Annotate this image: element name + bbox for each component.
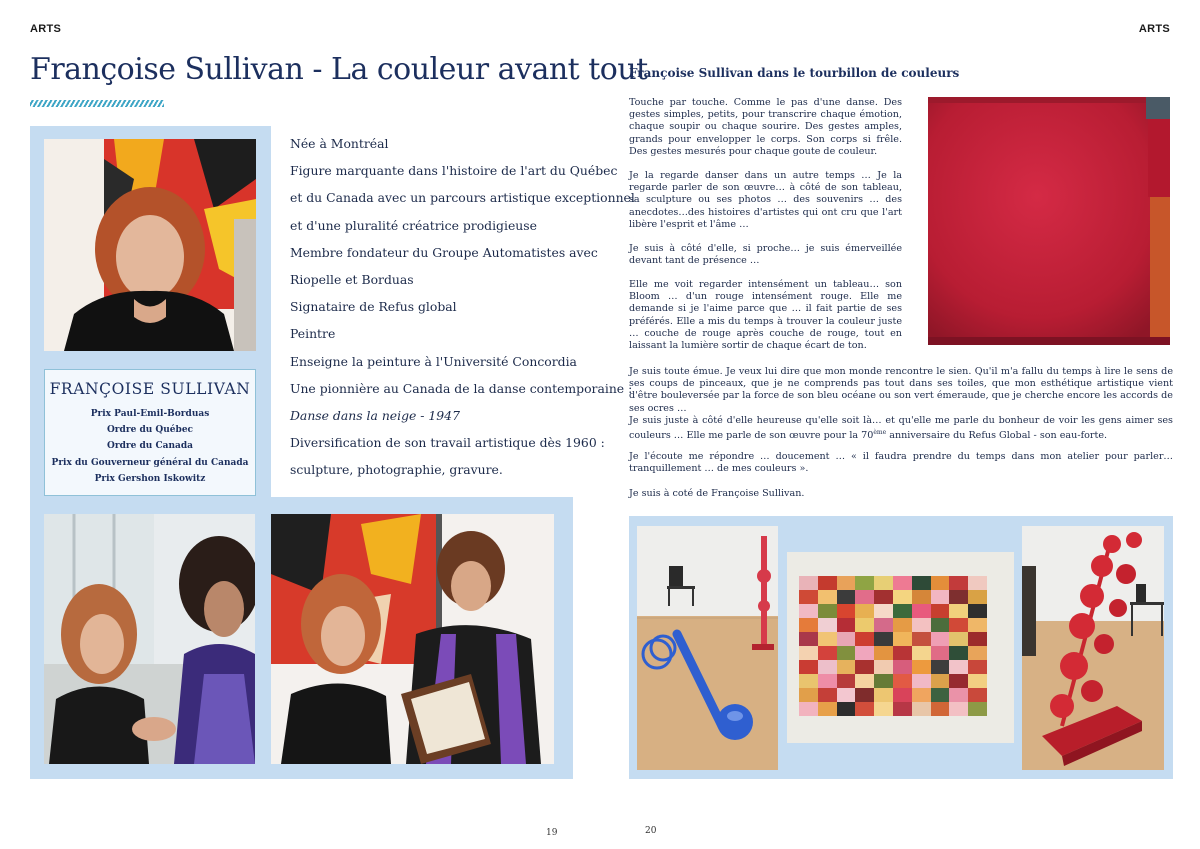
page-number-left: 19 [546,828,558,838]
bio-line: Enseigne la peinture à l'Université Concordia [290,353,577,369]
bio-line: Peintre [290,326,336,342]
section-tag-right: ARTS [1138,23,1170,35]
award-item: Prix Gershon Iskowitz [94,473,206,484]
article-paragraph: Je la regarde danser dans un autre temps … Je la regarde parler de son œuvre… à côté de son tableau, sa sculpture ou ses photos … des souvenirs … des anecdotes…des histoires d'artistes qui ont cru que l'art libère l'esprit et l'âme … [629,170,902,230]
page-number-right: 20 [645,826,657,836]
award-item: Prix du Gouverneur général du Canada [51,457,249,468]
paragraph-part: anniversaire du Refus Global - son eau-forte. [886,430,1108,442]
article-paragraph-anniversary [629,415,1173,443]
awards-list [45,406,255,487]
portrait-photo [44,139,256,351]
award-item: Ordre du Canada [107,441,193,452]
bio-line: Signataire de Refus global [290,299,457,315]
bio-line: et du Canada avec un parcours artistique exceptionnel [290,190,635,206]
awards-artist-name: FRANÇOISE SULLIVAN [49,380,251,398]
gallery-photo-checker-painting [787,552,1014,743]
awards-box [44,369,256,496]
bio-line: Membre fondateur du Groupe Automatistes avec [290,244,598,260]
bio-line: Une pionnière au Canada de la danse contemporaine : [290,380,633,396]
bio-line: sculpture, photographie, gravure. [290,462,503,478]
article-paragraph: Je suis toute émue. Je veux lui dire que mon monde rencontre le sien. Qu'il m'a fallu du temps à lire le sens de ses coups de pinceaux, que je ne comprends pas tout dans ses toiles, que mon esthétique artistique vient d'être bouleversée par la force de son bleu océane ou son vert émeraude, que je cherche encore les accords de ses ocres … [629,366,1173,414]
gallery-photo-blue-sculpture [637,526,778,770]
title-underline-stripe [30,100,164,107]
article-paragraph: Je l'écoute me répondre … doucement … « il faudra prendre du temps dans mon atelier pour parler… tranquillement … de mes couleurs ». [629,451,1173,475]
article-heading: Françoise Sullivan dans le tourbillon de couleurs [629,66,960,80]
page-title: Françoise Sullivan - La couleur avant tout [30,52,648,87]
event-photo-2 [271,514,554,764]
bio-line: Riopelle et Borduas [290,272,414,288]
superscript: ème [873,429,887,437]
paragraph-part: Je suis juste à côté d'elle heureuse qu'elle soit là… et qu'elle me parle du bonheur de voir les gens aimer ses couleurs … Elle me parle de son œuvre pour la 70 [629,415,1173,442]
event-photo-1 [44,514,255,764]
article-paragraph: Je suis à côté d'elle, si proche… je suis émerveillée devant tant de présence … [629,243,902,267]
award-item: Prix Paul-Emil-Borduas [90,409,210,419]
article-paragraph: Elle me voit regarder intensément un tableau… son Bloom … d'un rouge intensément rouge. Elle me demande si je l'aime parce que … il fait partie de ses préférés. Elle a mis du temps à trouver la couleur juste … couche de rouge après couche de rouge, tout en laissant la lumière sortir de chaque écart de ton. [629,279,902,352]
checker-painting-grid [799,576,987,716]
article-paragraph: Je suis à coté de Françoise Sullivan. [629,488,805,499]
biography-list [290,130,635,484]
bloom-painting [928,97,1170,345]
bio-line: Figure marquante dans l'histoire de l'art du Québec [290,163,618,179]
award-item: Ordre du Québec [106,425,194,436]
bio-line: Née à Montréal [290,136,389,151]
gallery-photo-red-sculpture [1022,526,1164,770]
bio-line: et d'une pluralité créatrice prodigieuse [290,217,537,233]
section-tag-left: ARTS [30,23,62,35]
bio-line: Diversification de son travail artistique dès 1960 : [290,435,605,451]
article-paragraph: Touche par touche. Comme le pas d'une danse. Des gestes simples, petits, pour transcrire chaque émotion, chaque soupir ou chaque sourire. Des gestes amples, grands pour envelopper le corps. Son corps si frêle. Des gestes mesurés pour chaque goute de couleur. [629,97,902,157]
bio-line-italic: Danse dans la neige - 1947 [290,408,460,424]
